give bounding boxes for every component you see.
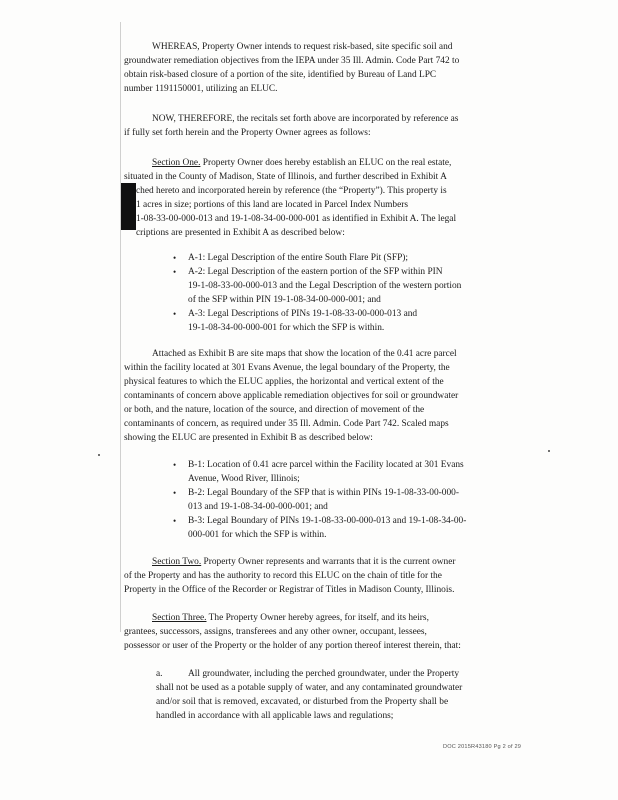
section-one-line-3: ched hereto and incorporated herein by reference (the “Property”). This property is (136, 186, 447, 196)
recording-stamp: DOC 2015R43180 Pg 2 of 29 (443, 744, 522, 750)
exhibit-b-line-4: contaminants of concern above applicable remediation objectives for soil or groundwater (124, 391, 459, 401)
item-a-line-4: handled in accordance with all applicable laws and regulations; (156, 711, 394, 721)
section-three-line-3: possessor or user of the Property or the holder of any portion thereof interest therein, that: (124, 641, 461, 651)
bullet-dot: • (173, 460, 177, 470)
redaction-bar (121, 183, 136, 230)
section-two-heading: Section Two. (152, 557, 202, 567)
scan-speck (98, 454, 100, 456)
item-a-line-3: and/or soil that is removed, excavated, or disturbed from the Property shall be (156, 697, 449, 707)
section-two-line-3: Property in the Office of the Recorder or Registrar of Titles in Madison County, Illinois. (124, 585, 455, 595)
section-one-line-5: 1-08-33-00-000-013 and 19-1-08-34-00-000-001 as identified in Exhibit A. The legal (136, 214, 457, 224)
bullet-a2-line-1: A-2: Legal Description of the eastern portion of the SFP within PIN (188, 267, 443, 277)
exhibit-b-line-3: physical features to which the ELUC applies, the horizontal and vertical extent of the (124, 377, 444, 387)
section-two-line-2: of the Property and has the authority to record this ELUC on the chain of title for the (124, 571, 442, 581)
bullet-a2-line-3: of the SFP within PIN 19-1-08-34-00-000-001; and (188, 295, 381, 305)
bullet-b3-line-2: 000-001 for which the SFP is within. (188, 530, 327, 540)
bullet-dot: • (173, 488, 177, 498)
bullet-b3-line-1: B-3: Legal Boundary of PINs 19-1-08-33-00-000-013 and 19-1-08-34-00- (188, 516, 467, 526)
section-three-line-2: grantees, successors, assigns, transferees and any other owner, occupant, lessees, (124, 627, 427, 637)
section-three-line-1 (152, 612, 429, 625)
bullet-b2-line-2: 013 and 19-1-08-34-00-000-001; and (188, 502, 328, 512)
item-a-line-1: All groundwater, including the perched groundwater, under the Property (188, 669, 460, 679)
bullet-dot: • (173, 253, 177, 263)
section-one-line-6: criptions are presented in Exhibit A as described below: (136, 228, 345, 238)
bullet-dot: • (173, 309, 177, 319)
whereas-line-2: groundwater remediation objectives from the IEPA under 35 Ill. Admin. Code Part 742 to (124, 56, 460, 66)
section-three-heading: Section Three. (152, 613, 207, 623)
bullet-b1-line-1: B-1: Location of 0.41 acre parcel within the Facility located at 301 Evans (188, 460, 464, 470)
section-one-line-1 (152, 157, 451, 170)
scan-margin-line (120, 22, 121, 632)
exhibit-b-line-7: showing the ELUC are presented in Exhibit B as described below: (124, 433, 373, 443)
item-a-label: a. (156, 669, 163, 679)
section-one-line-4: 1 acres in size; portions of this land are located in Parcel Index Numbers (136, 200, 409, 210)
bullet-a1-line-1: A-1: Legal Description of the entire South Flare Pit (SFP); (188, 253, 409, 263)
bullet-dot: • (173, 516, 177, 526)
exhibit-b-line-5: or both, and the nature, location of the source, and direction of movement of the (124, 405, 425, 415)
section-two-line-1 (152, 556, 456, 569)
section-one-line-2: situated in the County of Madison, State of Illinois, and further described in Exhibit A (124, 172, 447, 182)
section-one-heading: Section One. (152, 158, 201, 168)
now-therefore-line-1: NOW, THEREFORE, the recitals set forth above are incorporated by reference as (152, 114, 459, 124)
item-a-line-2: shall not be used as a potable supply of water, and any contaminated groundwater (156, 683, 463, 693)
bullet-a2-line-2: 19-1-08-33-00-000-013 and the Legal Description of the western portion (188, 281, 462, 291)
whereas-line-3: obtain risk-based closure of a portion of the site, identified by Bureau of Land LPC (124, 70, 437, 80)
exhibit-b-line-2: within the facility located at 301 Evans Avenue, the legal boundary of the Property, the (124, 363, 450, 373)
exhibit-b-line-1: Attached as Exhibit B are site maps that show the location of the 0.41 acre parcel (152, 349, 457, 359)
bullet-b2-line-1: B-2: Legal Boundary of the SFP that is within PINs 19-1-08-33-00-000- (188, 488, 459, 498)
section-three-text: The Property Owner hereby agrees, for itself, and its heirs, (206, 613, 429, 623)
now-therefore-line-2: if fully set forth herein and the Property Owner agrees as follows: (124, 128, 371, 138)
bullet-a3-line-1: A-3: Legal Descriptions of PINs 19-1-08-33-00-000-013 and (188, 309, 418, 319)
scan-speck (548, 450, 550, 452)
exhibit-b-line-6: contaminants of concern, as required under 35 Ill. Admin. Code Part 742. Scaled maps (124, 419, 449, 429)
bullet-dot: • (173, 267, 177, 277)
bullet-a3-line-2: 19-1-08-34-00-000-001 for which the SFP is within. (188, 323, 385, 333)
section-two-text: Property Owner represents and warrants that it is the current owner (201, 557, 456, 567)
section-one-text: Property Owner does hereby establish an ELUC on the real estate, (200, 158, 452, 168)
whereas-line-4: number 1191150001, utilizing an ELUC. (124, 84, 278, 94)
bullet-b1-line-2: Avenue, Wood River, Illinois; (188, 474, 300, 484)
whereas-line-1: WHEREAS, Property Owner intends to request risk-based, site specific soil and (152, 42, 453, 52)
